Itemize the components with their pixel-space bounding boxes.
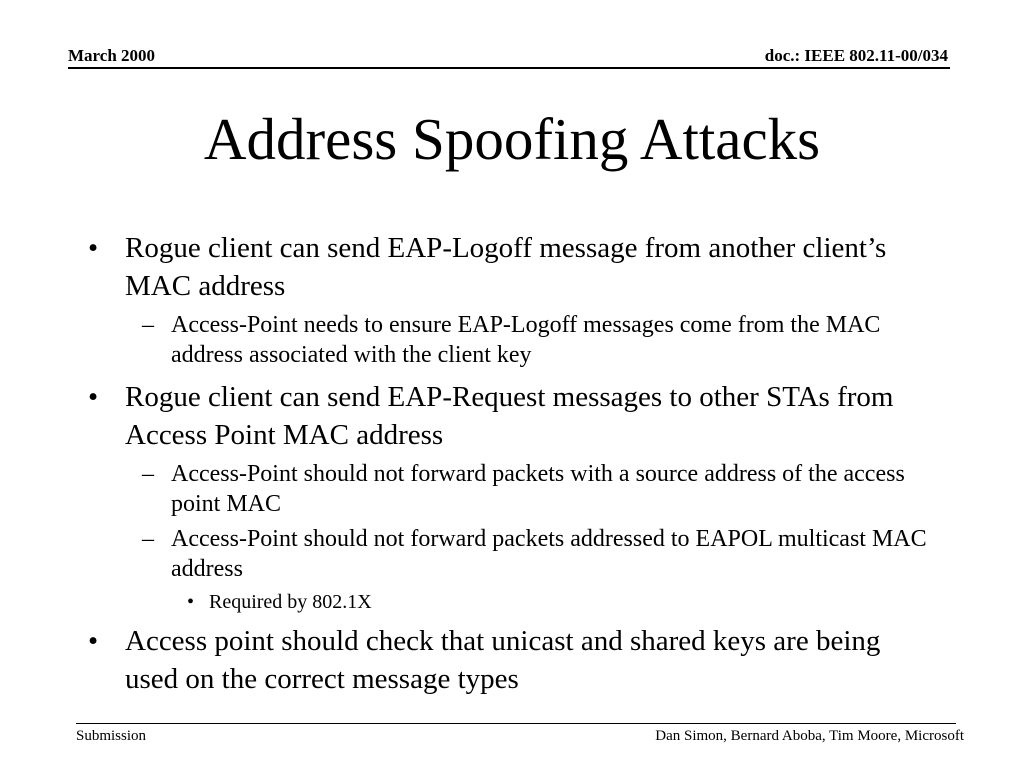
sub-bullet-text: Access-Point needs to ensure EAP-Logoff messages come from the MAC address associated with the client key [171, 312, 881, 368]
sub-bullet-1-1 [142, 310, 931, 370]
footer-divider [76, 723, 956, 724]
bullet-1 [88, 229, 940, 305]
sub-bullet-text: Access-Point should not forward packets addressed to EAPOL multicast MAC address [171, 526, 927, 582]
sub-bullet-text: Access-Point should not forward packets with a source address of the access point MAC [171, 461, 905, 517]
footer-authors: Dan Simon, Bernard Aboba, Tim Moore, Microsoft [655, 728, 964, 744]
sub-sub-bullet-text: Required by 802.1X [209, 591, 372, 613]
footer-submission: Submission [76, 728, 147, 744]
header-doc-id: doc.: IEEE 802.11-00/034 [764, 46, 948, 65]
sub-bullet-2-1 [142, 459, 931, 519]
slide-body [0, 229, 1024, 698]
sub-bullet-2-2 [142, 524, 931, 584]
header-divider [68, 67, 950, 69]
bullet-text: Rogue client can send EAP-Logoff message from another client’s MAC address [125, 232, 887, 302]
bullet-marker: • [88, 625, 99, 657]
bullet-text: Rogue client can send EAP-Request messages to other STAs from Access Point MAC address [125, 381, 894, 451]
bullet-2 [88, 378, 940, 454]
dash-marker: – [142, 526, 154, 552]
header-date: March 2000 [68, 46, 156, 65]
bullet-marker: • [187, 591, 195, 613]
bullet-3 [88, 622, 940, 698]
sub-sub-bullet-2-2-1 [187, 590, 909, 614]
slide-title: Address Spoofing Attacks [203, 106, 821, 172]
bullet-marker: • [88, 232, 99, 264]
bullet-text: Access point should check that unicast and shared keys are being used on the correct message types [125, 625, 881, 695]
bullet-marker: • [88, 381, 99, 413]
dash-marker: – [142, 461, 154, 487]
dash-marker: – [142, 312, 154, 338]
